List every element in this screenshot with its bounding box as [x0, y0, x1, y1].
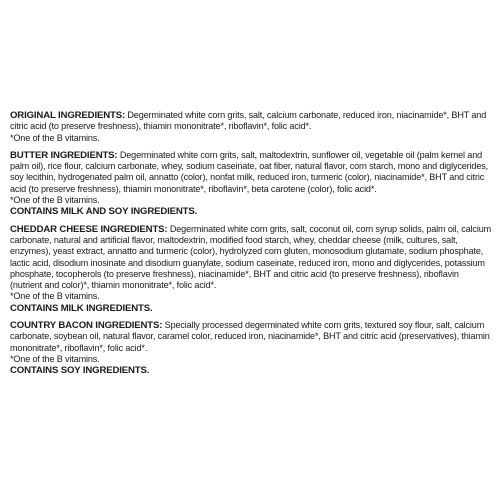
footnote: *One of the B vitamins. — [10, 132, 100, 143]
footnote: *One of the B vitamins. — [10, 291, 100, 302]
section-country-bacon — [10, 320, 492, 376]
footnote: *One of the B vitamins. — [10, 353, 100, 364]
allergen-statement: CONTAINS SOY INGREDIENTS. — [10, 365, 150, 377]
footnote: *One of the B vitamins. — [10, 195, 100, 206]
ingredient-list: Degerminated white corn grits, salt, maltodextrin, sunflower oil, vegetable oil (palm kernel and palm oil), rice flour, calcium carbonate, whey, sodium caseinate, oat fiber, natural flavor, corn starch, mono and diglycerides, soy lecithin, hydrogenated palm oil, annatto (color), nonfat milk, reduced iron, turmeric (color), niacinamide*, BHT and citric acid (to preserve freshness), thiamin mononitrate*, riboflavin*, beta carotene (color), folic acid*. — [10, 149, 488, 194]
allergen-statement: CONTAINS MILK INGREDIENTS. — [10, 302, 153, 314]
section-heading: CHEDDAR CHEESE INGREDIENTS: — [10, 223, 168, 235]
ingredients-panel — [10, 110, 492, 383]
section-body — [10, 150, 492, 195]
section-cheddar-cheese — [10, 224, 492, 314]
section-heading: BUTTER INGREDIENTS: — [10, 149, 118, 161]
ingredient-list: Degerminated white corn grits, salt, calcium carbonate, reduced iron, niacinamide*, BHT and citric acid (to preserve freshness), thiamin mononitrate*, riboflavin*, folic acid*. — [10, 110, 487, 132]
section-heading: COUNTRY BACON INGREDIENTS: — [10, 320, 163, 332]
section-heading: ORIGINAL INGREDIENTS: — [10, 110, 126, 121]
section-original — [10, 110, 492, 144]
section-body — [10, 320, 492, 354]
allergen-statement: CONTAINS MILK AND SOY INGREDIENTS. — [10, 206, 198, 218]
section-body — [10, 224, 492, 292]
ingredient-list: Degerminated white corn grits, salt, coconut oil, corn syrup solids, palm oil, calcium carbonate, natural and artificial flavor, maltodextrin, modified food starch, whey, cheddar cheese (milk, cultures, salt, enzymes), yeast extract, annatto and turmeric (color), hydrolyzed corn gluten, monosodium glutamate, sodium phosphate, lactic acid, disodium inosinate and disodium guanylate, sodium caseinate, reduced iron, mono and diglycerides, potassium phosphate, tocopherols (to preserve freshness), niacinamide*, BHT and citric acid (to preserve freshness), riboflavin (nutrient and color)*, thiamin mononitrate*, folic acid*. — [10, 223, 492, 291]
ingredient-list: Specially processed degerminated white corn grits, textured soy flour, salt, calcium carbonate, soybean oil, natural flavor, caramel color, reduced iron, niacinamide*, BHT and citric acid (preservatives), thiamin mononitrate*, riboflavin*, folic acid*. — [10, 320, 490, 353]
section-body — [10, 110, 492, 133]
section-butter — [10, 150, 492, 218]
